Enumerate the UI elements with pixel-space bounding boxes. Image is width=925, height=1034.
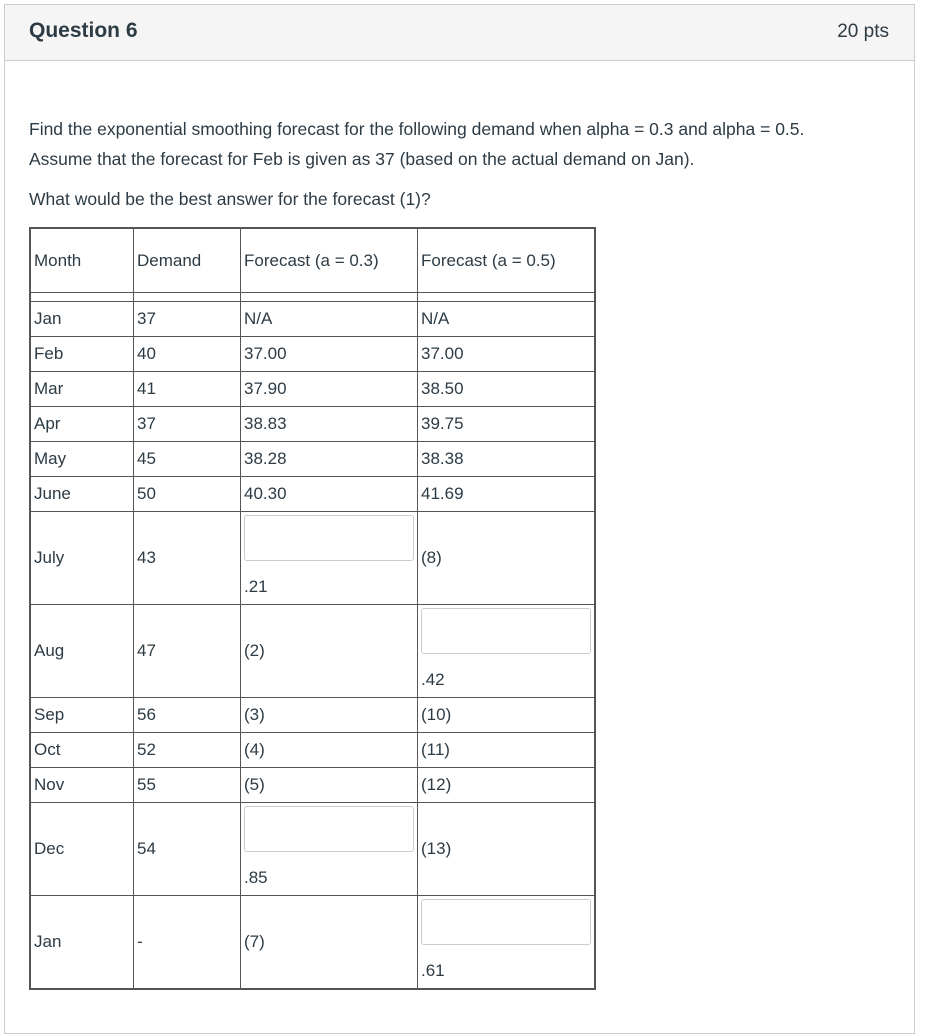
cell-demand: 45 <box>134 442 241 477</box>
table-row <box>30 768 595 803</box>
question-text <box>29 114 899 214</box>
cell-demand: 54 <box>134 803 241 896</box>
answer-suffix: .21 <box>244 577 268 596</box>
answer-input-14[interactable] <box>421 899 591 945</box>
cell-month: Apr <box>30 407 134 442</box>
question-header <box>5 5 914 61</box>
cell-forecast-03: (3) <box>241 698 418 733</box>
cell-forecast-05: 38.50 <box>418 372 596 407</box>
answer-suffix: .85 <box>244 868 268 887</box>
cell-demand: 55 <box>134 768 241 803</box>
cell-forecast-03: 40.30 <box>241 477 418 512</box>
cell-forecast-05: N/A <box>418 302 596 337</box>
cell-forecast-03 <box>241 803 418 896</box>
cell-forecast-05: 39.75 <box>418 407 596 442</box>
cell-forecast-03: 37.00 <box>241 337 418 372</box>
table-row <box>30 733 595 768</box>
cell-forecast-03 <box>241 512 418 605</box>
forecast-table <box>29 227 596 990</box>
cell-forecast-05: 37.00 <box>418 337 596 372</box>
table-row <box>30 803 595 896</box>
cell-forecast-05: (11) <box>418 733 596 768</box>
question-prompt: What would be the best answer for the forecast (1)? <box>29 189 431 209</box>
cell-demand: - <box>134 896 241 990</box>
cell-month: Oct <box>30 733 134 768</box>
answer-suffix: .61 <box>421 961 445 980</box>
cell-demand: 56 <box>134 698 241 733</box>
question-text-line-2: Assume that the forecast for Feb is given as 37 (based on the actual demand on Jan). <box>29 149 695 169</box>
answer-suffix: .42 <box>421 670 445 689</box>
table-row <box>30 605 595 698</box>
cell-forecast-03: (7) <box>241 896 418 990</box>
cell-forecast-05: (10) <box>418 698 596 733</box>
cell-demand: 43 <box>134 512 241 605</box>
cell-month: Aug <box>30 605 134 698</box>
cell-forecast-05 <box>418 605 596 698</box>
cell-month: July <box>30 512 134 605</box>
header-month: Month <box>30 228 134 293</box>
table-row <box>30 372 595 407</box>
cell-forecast-05: 38.38 <box>418 442 596 477</box>
answer-input-9[interactable] <box>421 608 591 654</box>
cell-forecast-05: (8) <box>418 512 596 605</box>
table-row <box>30 698 595 733</box>
table-row <box>30 337 595 372</box>
cell-forecast-03: (2) <box>241 605 418 698</box>
cell-forecast-05: (13) <box>418 803 596 896</box>
cell-forecast-03: 37.90 <box>241 372 418 407</box>
cell-demand: 37 <box>134 302 241 337</box>
question-text-line-1: Find the exponential smoothing forecast for the following demand when alpha = 0.3 and alpha = 0.5. <box>29 119 805 139</box>
cell-month: May <box>30 442 134 477</box>
cell-demand: 47 <box>134 605 241 698</box>
header-demand: Demand <box>134 228 241 293</box>
cell-month: Jan <box>30 896 134 990</box>
cell-forecast-03: N/A <box>241 302 418 337</box>
cell-forecast-03: 38.28 <box>241 442 418 477</box>
cell-month: Mar <box>30 372 134 407</box>
answer-input-1[interactable] <box>244 515 414 561</box>
cell-month: Jan <box>30 302 134 337</box>
cell-month: Feb <box>30 337 134 372</box>
question-points: 20 pts <box>837 21 889 42</box>
table-gap-row <box>30 293 595 302</box>
header-forecast-03: Forecast (a = 0.3) <box>241 228 418 293</box>
table-row <box>30 512 595 605</box>
cell-month: June <box>30 477 134 512</box>
table-row <box>30 407 595 442</box>
table-row <box>30 477 595 512</box>
cell-forecast-03: 38.83 <box>241 407 418 442</box>
table-row <box>30 442 595 477</box>
cell-demand: 37 <box>134 407 241 442</box>
table-row <box>30 896 595 990</box>
cell-forecast-05 <box>418 896 596 990</box>
header-forecast-05: Forecast (a = 0.5) <box>418 228 596 293</box>
cell-demand: 52 <box>134 733 241 768</box>
question-title: Question 6 <box>29 19 138 42</box>
cell-demand: 40 <box>134 337 241 372</box>
cell-demand: 50 <box>134 477 241 512</box>
cell-forecast-05: 41.69 <box>418 477 596 512</box>
cell-forecast-05: (12) <box>418 768 596 803</box>
cell-demand: 41 <box>134 372 241 407</box>
cell-forecast-03: (4) <box>241 733 418 768</box>
cell-month: Sep <box>30 698 134 733</box>
question-card <box>4 4 915 1034</box>
table-row <box>30 302 595 337</box>
answer-input-6[interactable] <box>244 806 414 852</box>
cell-forecast-03: (5) <box>241 768 418 803</box>
table-header-row <box>30 228 595 293</box>
cell-month: Dec <box>30 803 134 896</box>
cell-month: Nov <box>30 768 134 803</box>
